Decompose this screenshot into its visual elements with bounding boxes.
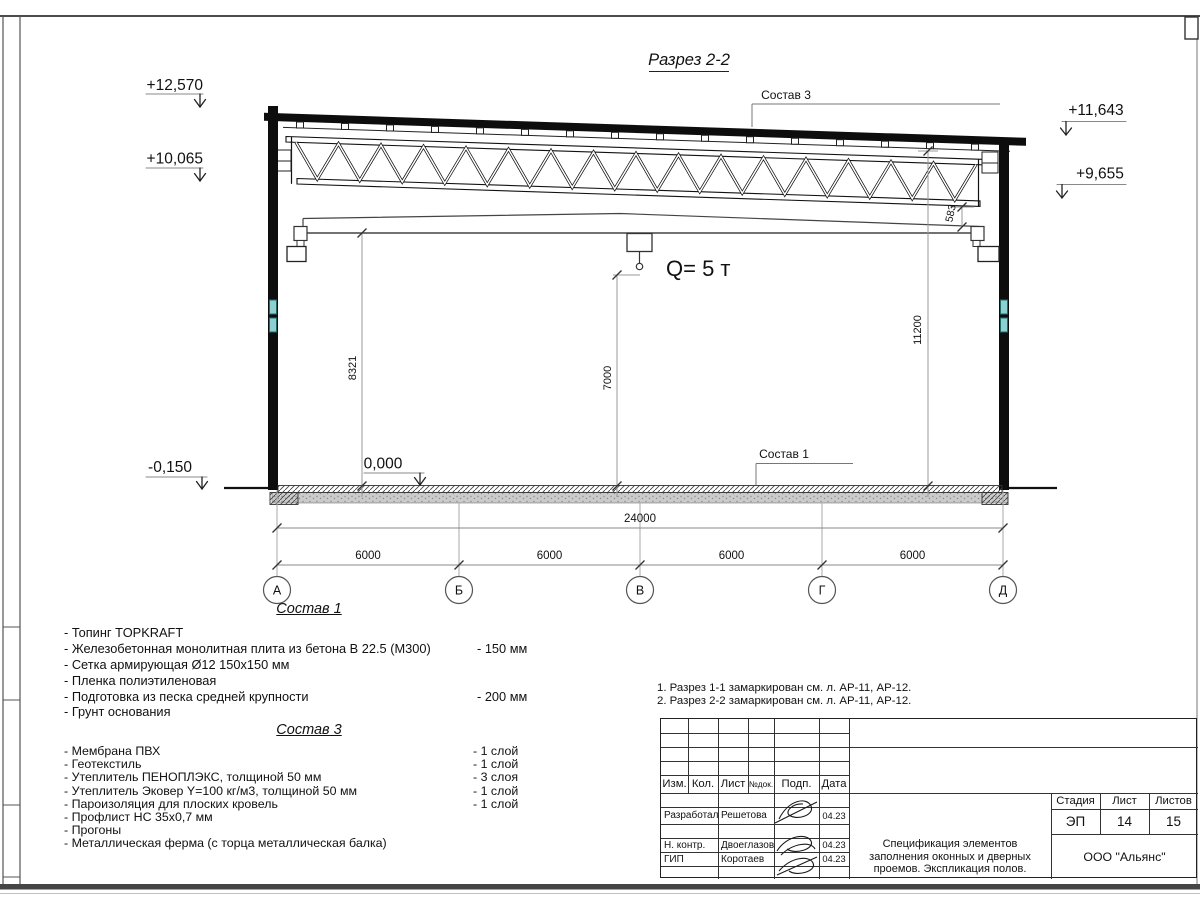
tb-date-1: 04.23	[822, 810, 846, 821]
sostav1-item: - Грунт основания	[64, 704, 171, 720]
hoist-trolley	[627, 234, 652, 252]
dim-bay-1: 6000	[355, 550, 381, 562]
tb-company: ООО "Альянс"	[1083, 849, 1166, 864]
crane-bridge	[287, 214, 999, 282]
sostav1-list	[64, 625, 609, 720]
note-line: 2. Разрез 2-2 замаркирован см. л. АР-11, АР-12.	[657, 695, 912, 708]
title-block	[660, 718, 1197, 878]
tb-role-razrabotal: Разработал	[664, 810, 719, 821]
dim-rail-height: 8321	[347, 355, 359, 381]
crane-hook	[636, 263, 642, 269]
callout-sostav3: Состав 3	[761, 88, 811, 102]
glazing-mark	[270, 318, 277, 332]
sostav3-item: - Металлическая ферма (с торца металлическая балка)	[64, 836, 387, 851]
tb-stage-label: Стадия	[1056, 795, 1095, 807]
crane-rail	[297, 241, 304, 247]
elev-11643: +11,643	[1068, 102, 1124, 119]
sostav1-block	[64, 601, 609, 720]
sostav1-item: - Топинг TOPKRAFT	[64, 625, 184, 640]
right-column	[999, 140, 1009, 490]
crane-end-truck	[971, 227, 984, 241]
elev-0000: 0,000	[363, 455, 403, 473]
signatures	[771, 791, 831, 881]
axis-v: В	[635, 583, 645, 598]
sostav1-item: - Железобетонная монолитная плита из бетона В 22.5 (М300) - 150 мм	[64, 640, 528, 656]
axis-d: Д	[998, 583, 1008, 598]
axis-g: Г	[818, 583, 826, 598]
axis-bubbles	[264, 577, 1017, 604]
crane-end-truck	[294, 227, 307, 241]
callout-sostav1: Состав 1	[759, 447, 809, 461]
tb-col-list: Лист	[720, 778, 746, 790]
tb-doc-title: Спецификация элементов заполнения оконных и дверных проемов. Экспликация полов.	[869, 838, 1031, 876]
sostav1-item: - Сетка армирующая Ø12 150х150 мм	[64, 656, 290, 672]
axis-a: А	[272, 583, 282, 598]
elev-10065: +10,065	[146, 150, 203, 168]
tb-name-korotaev: Коротаев	[721, 853, 765, 865]
tb-sheet-value: 14	[1116, 814, 1133, 829]
tb-role-gip: ГИП	[664, 853, 684, 865]
tb-col-ndoc: №док.	[748, 779, 774, 789]
sostav3-list	[64, 744, 609, 850]
tb-sheets-label: Листов	[1155, 795, 1192, 807]
glazing-mark	[270, 300, 277, 314]
tb-date-3: 04.23	[822, 854, 846, 864]
roof-truss	[264, 113, 1026, 207]
sostav3-item: - Профлист НС 35х0,7 мм	[64, 809, 213, 824]
crane-rail	[973, 241, 980, 247]
section-title: Разрез 2-2	[648, 51, 730, 69]
dim-truss-gap: 583	[943, 203, 959, 224]
note-line: 1. Разрез 1-1 замаркирован см. л. АР-11, АР-12.	[657, 682, 912, 694]
sostav1-item: - Подготовка из песка средней крупности - 200 мм	[64, 688, 528, 704]
elev-12570: +12,570	[146, 77, 203, 94]
sostav1-title: Состав 1	[276, 601, 342, 617]
left-column	[268, 106, 278, 490]
dim-bay-4: 6000	[899, 550, 926, 562]
foundation-right	[982, 493, 1008, 505]
callouts	[752, 88, 1000, 485]
tb-col-izm: Изм.	[662, 778, 687, 790]
signature-mark	[777, 836, 817, 875]
axis-b: Б	[454, 583, 464, 598]
tb-col-podp: Подп.	[781, 778, 812, 790]
sostav3-item: - Пароизоляция для плоских кровель - 1 слой	[64, 796, 519, 811]
tb-date-2: 04.23	[822, 840, 846, 850]
sostav3-block	[64, 722, 609, 850]
column-corbel	[978, 247, 999, 262]
dim-hook-height: 7000	[602, 365, 614, 391]
elev-minus0150: -0,150	[148, 459, 192, 476]
elev-9655: +9,655	[1076, 165, 1124, 183]
columns	[268, 106, 1009, 490]
signature-mark	[775, 801, 817, 823]
foundation-left	[270, 493, 298, 505]
dim-bay-3: 6000	[718, 550, 745, 562]
sostav1-item: - Пленка полиэтиленовая	[64, 672, 217, 688]
tb-sheet-label: Лист	[1112, 795, 1137, 807]
sostav3-item: - Геотекстиль - 1 слой	[64, 757, 519, 772]
glazing-mark	[1001, 300, 1008, 314]
sostav3-item: - Утеплитель Эковер Y=100 кг/м3, толщиной 50 мм - 1 слой	[64, 783, 519, 798]
sostav3-title: Состав 3	[276, 722, 342, 738]
sostav3-item: - Мембрана ПВХ - 1 слой	[64, 744, 519, 758]
column-corbel	[287, 247, 306, 262]
floor-slab	[224, 486, 1057, 505]
tb-col-data: Дата	[821, 778, 847, 790]
tb-role-nkontr: Н. контр.	[664, 839, 706, 851]
glazing-mark	[1001, 318, 1008, 332]
sostav3-item: - Утеплитель ПЕНОПЛЭКС, толщиной 50 мм - 3 слоя	[64, 770, 519, 785]
sostav3-item: - Прогоны	[64, 823, 122, 838]
view-title	[648, 51, 730, 72]
tb-name-reshetova: Решетова	[721, 810, 767, 821]
tb-name-dvoeglazov: Двоеглазов	[721, 839, 775, 851]
dim-clear-height: 11200	[912, 315, 924, 345]
notes-block	[657, 682, 911, 709]
format-box	[1185, 17, 1198, 39]
tb-col-kol: Кол.	[691, 778, 715, 790]
dim-bay-2: 6000	[536, 550, 563, 562]
dim-overall: 24000	[624, 513, 656, 525]
tb-stage-value: ЭП	[1065, 814, 1086, 829]
crane-capacity-label: Q= 5 т	[666, 256, 731, 281]
tb-sheets-value: 15	[1165, 814, 1182, 829]
